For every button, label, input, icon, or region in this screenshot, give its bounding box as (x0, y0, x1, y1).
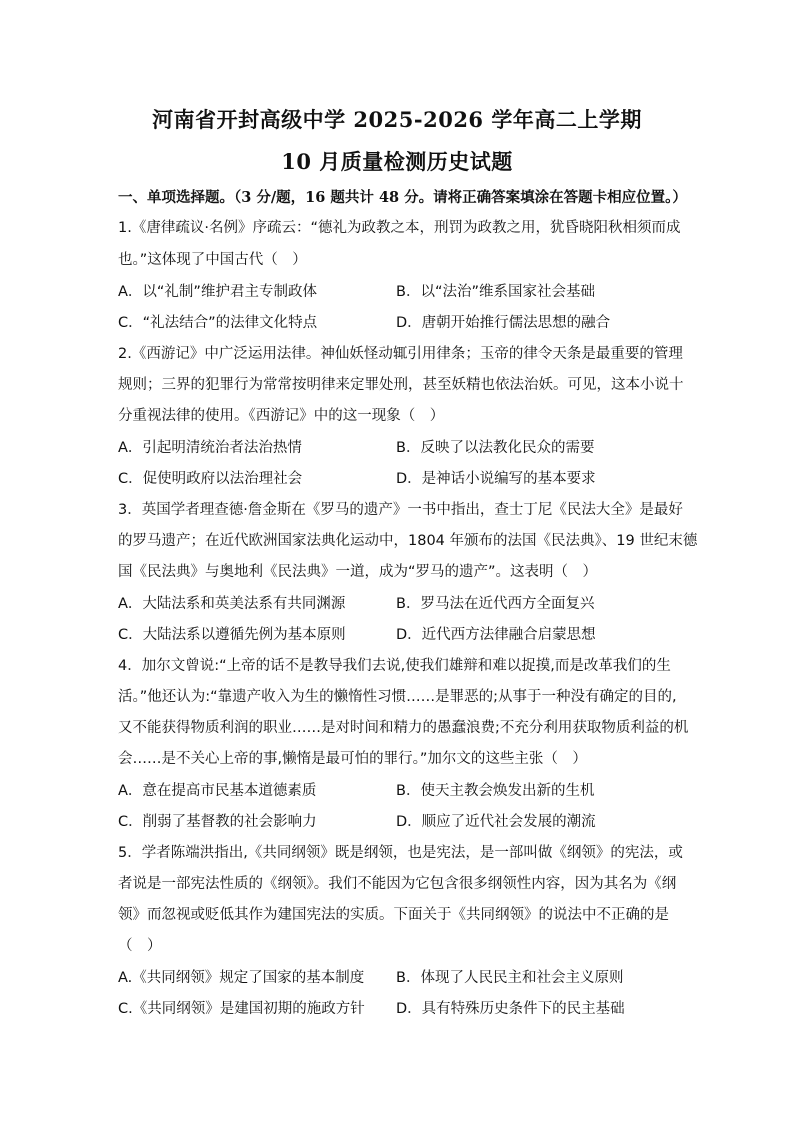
question-1-line-2: 也。”这体现了中国古代（ ） (118, 252, 307, 268)
exam-title-line-1: 河南省开封高级中学 2025-2026 学年高二上学期 (152, 107, 642, 132)
question-4-option-a: A．意在提高市民基本道德素质 (118, 783, 317, 799)
question-2-option-a: A．引起明清统治者法治热情 (118, 440, 302, 456)
question-5-option-c: C.《共同纲领》是建国初期的施政方针 (118, 1001, 365, 1017)
question-2-option-b: B．反映了以法教化民众的需要 (396, 440, 595, 456)
question-5-option-d: D．具有特殊历史条件下的民主基础 (396, 1001, 625, 1017)
question-5-option-b: B．体现了人民民主和社会主义原则 (396, 970, 624, 986)
question-3-option-d: D．近代西方法律融合启蒙思想 (396, 627, 596, 643)
question-2-line-2: 规则；三界的犯罪行为常常按明律来定罪处刑，甚至妖精也依法治妖。可见，这本小说十 (118, 377, 684, 393)
question-3-option-a: A．大陆法系和英美法系有共同渊源 (118, 596, 346, 612)
question-1-option-d: D．唐朝开始推行儒法思想的融合 (396, 315, 611, 331)
question-1-line-1: 1.《唐律疏议·名例》序疏云：“德礼为政教之本，刑罚为政教之用，犹昏晓阳秋相须而成 (118, 220, 681, 236)
exam-title-line-2: 10 月质量检测历史试题 (281, 149, 513, 174)
question-5-line-3: 领》而忽视或贬低其作为建国宪法的实质。下面关于《共同纲领》的说法中不正确的是 (118, 907, 669, 923)
question-4-line-3: 又不能获得物质利润的职业……是对时间和精力的愚蠢浪费;不充分利用获取物质利益的机 (118, 720, 689, 736)
question-4-option-b: B．使天主教会焕发出新的生机 (396, 783, 595, 799)
question-2-option-d: D．是神话小说编写的基本要求 (396, 471, 596, 487)
question-4-line-1: 4．加尔文曾说:“上帝的话不是教导我们去说,使我们雄辩和难以捉摸,而是改革我们的生 (118, 658, 671, 674)
question-4-line-4: 会……是不关心上帝的事,懒惰是最可怕的罪行。”加尔文的这些主张（ ） (118, 751, 587, 767)
question-2-option-c: C．促使明政府以法治理社会 (118, 471, 303, 487)
question-4-option-c: C．削弱了基督教的社会影响力 (118, 814, 317, 830)
question-3-line-2: 的罗马遗产；在近代欧洲国家法典化运动中，1804 年颁布的法国《民法典》、19 世纪末德 (118, 533, 698, 549)
question-2-line-1: 2.《西游记》中广泛运用法律。神仙妖怪动辄引用律条；玉帝的律令天条是最重要的管理 (118, 346, 683, 362)
question-3-option-b: B．罗马法在近代西方全面复兴 (396, 596, 595, 612)
question-5-line-1: 5．学者陈端洪指出,《共同纲领》既是纲领，也是宪法，是一部叫做《纲领》的宪法，或 (118, 845, 683, 861)
question-1-option-b: B．以“法治”维系国家社会基础 (396, 284, 595, 300)
question-3-line-1: 3．英国学者理查德·詹金斯在《罗马的遗产》一书中指出，查士丁尼《民法大全》是最好 (118, 502, 683, 518)
section-heading: 一、单项选择题。（3 分/题，16 题共计 48 分。请将正确答案填涂在答题卡相应位置。） (118, 189, 687, 206)
question-4-option-d: D．顺应了近代社会发展的潮流 (396, 814, 596, 830)
question-3-line-3: 国《民法典》与奥地利《民法典》一道，成为“罗马的遗产”。这表明（ ） (118, 564, 598, 580)
question-2-line-3: 分重视法律的使用。《西游记》中的这一现象（ ） (118, 408, 445, 424)
question-1-option-c: C．“礼法结合”的法律文化特点 (118, 315, 318, 331)
question-1-option-a: A．以“礼制”维护君主专制政体 (118, 284, 317, 300)
question-3-option-c: C．大陆法系以遵循先例为基本原则 (118, 627, 346, 643)
question-4-line-2: 活。”他还认为:“靠遗产收入为生的懒惰性习惯……是罪恶的;从事于一种没有确定的目的, (118, 689, 677, 705)
question-5-line-4: （ ） (118, 938, 162, 954)
question-5-option-a: A.《共同纲领》规定了国家的基本制度 (118, 970, 365, 986)
question-5-line-2: 者说是一部宪法性质的《纲领》。我们不能因为它包含很多纲领性内容，因为其名为《纲 (118, 876, 677, 892)
